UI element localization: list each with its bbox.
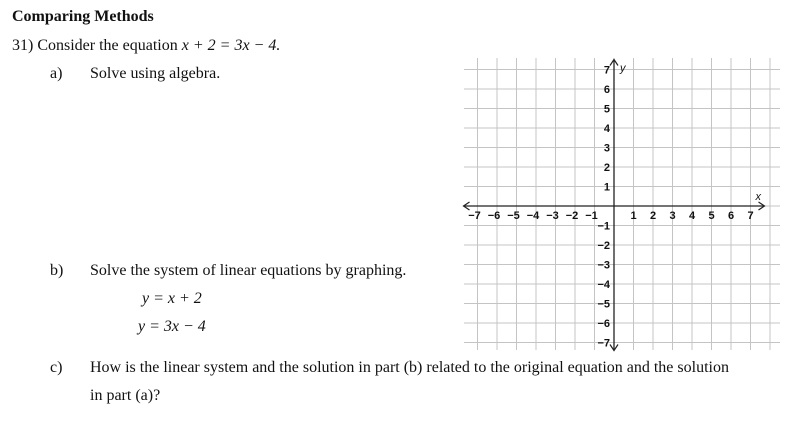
axes [464, 60, 765, 351]
x-tick-label: 6 [727, 210, 735, 222]
tick-labels [468, 62, 754, 350]
x-tick-label: 5 [708, 210, 715, 222]
y-tick-label: −2 [597, 240, 610, 252]
y-tick-label: 7 [603, 64, 610, 77]
x-tick-label: −1 [585, 210, 598, 222]
y-tick-label: 2 [603, 162, 610, 174]
coordinate-grid [462, 56, 782, 352]
part-b-equation-1: y = x + 2 [142, 290, 202, 307]
part-c-text: How is the linear system and the solution in part (b) related to the original equation and the solution [90, 359, 729, 376]
y-tick-label: −7 [597, 337, 610, 350]
x-tick-label: −7 [468, 210, 481, 222]
question-number: 31) [12, 37, 34, 54]
x-axis-label: x [755, 191, 761, 203]
x-tick-label: −5 [507, 210, 520, 222]
x-tick-label: −3 [546, 210, 559, 222]
part-b-label: b) [50, 262, 64, 279]
part-a-label: a) [50, 65, 63, 82]
x-tick-label: 7 [747, 210, 754, 222]
x-tick-label: −6 [487, 210, 501, 222]
y-tick-label: 4 [603, 123, 610, 135]
x-tick-label: −2 [565, 210, 579, 222]
y-axis-label: y [620, 62, 626, 75]
part-a-text: Solve using algebra. [90, 65, 221, 82]
part-c-label: c) [50, 359, 63, 376]
part-b-equation-2: y = 3x − 4 [138, 318, 206, 335]
part-c-text-continued: in part (a)? [90, 387, 161, 404]
y-tick-label: −5 [597, 298, 610, 311]
y-tick-label: −4 [597, 279, 610, 291]
page-heading: Comparing Methods [12, 8, 154, 25]
x-tick-label: 2 [649, 210, 657, 222]
y-tick-label: −1 [597, 220, 610, 233]
x-tick-label: 3 [669, 210, 676, 222]
grid-lines [464, 58, 780, 350]
y-tick-label: −6 [597, 318, 610, 330]
y-tick-label: −3 [597, 259, 610, 272]
question-line [12, 37, 280, 55]
y-tick-label: 5 [603, 103, 610, 116]
question-equation: x + 2 = 3x − 4. [181, 37, 281, 54]
x-tick-label: −4 [526, 210, 540, 222]
part-b-text: Solve the system of linear equations by graphing. [90, 262, 407, 279]
y-tick-label: 6 [603, 84, 610, 96]
x-tick-label: 1 [630, 210, 637, 222]
y-tick-label: 3 [603, 142, 610, 155]
y-tick-label: 1 [603, 181, 610, 194]
question-prompt: Consider the equation [37, 37, 178, 54]
x-tick-label: 4 [688, 210, 696, 222]
